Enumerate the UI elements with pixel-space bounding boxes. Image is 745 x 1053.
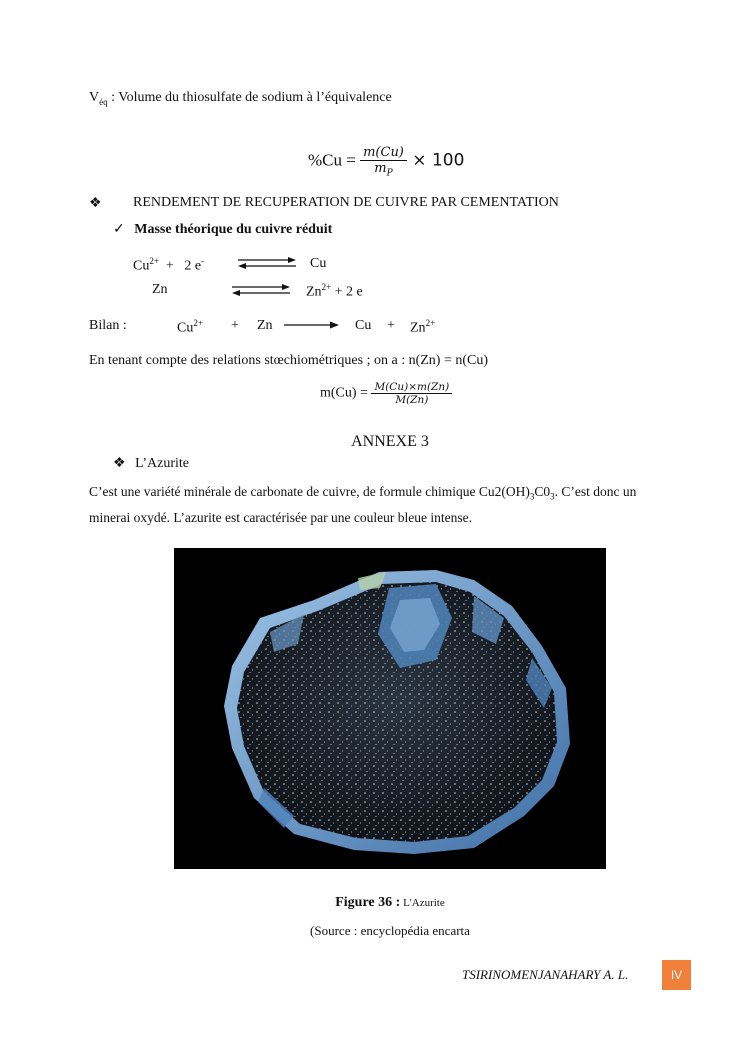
reaction1-cu-charge: 2+: [149, 256, 159, 266]
azurite-line1-sub2: 3: [550, 491, 555, 502]
azurite-photo: [174, 548, 606, 869]
reaction2-product: [306, 282, 363, 301]
azurite-line1-c: . C’est donc un: [554, 484, 637, 499]
azurite-line1-sub1: 3: [529, 491, 535, 502]
bilan-cu-symbol: Cu: [177, 320, 194, 336]
figure-source: (Source : encyclopédia encarta: [310, 923, 470, 938]
veq-definition: [89, 90, 392, 107]
bilan-cu-charge: 2+: [193, 318, 203, 328]
section1-title: RENDEMENT DE RECUPERATION DE CUIVRE PAR CEMENTATION: [133, 195, 559, 210]
formula1-den-sub: P: [386, 168, 393, 179]
azurite-paragraph-line1: [89, 484, 636, 502]
equilibrium-arrow-icon: [236, 256, 298, 270]
formula1-denominator: [360, 160, 407, 179]
azurite-mineral-image: [174, 548, 606, 869]
formula1-den-main: m: [374, 161, 387, 176]
azurite-line1-b: C0: [534, 484, 551, 499]
formula-m-cu: [320, 381, 452, 406]
bilan-label: Bilan :: [89, 318, 127, 333]
diamond-bullet-icon: ❖: [89, 196, 102, 211]
bilan-zn-ion-symbol: Zn: [410, 320, 426, 336]
reaction2-zn-ion: Zn: [306, 284, 322, 300]
subsection-masse: [113, 221, 332, 238]
diamond-bullet-icon: ❖: [113, 456, 126, 471]
formula2-denominator: M(Zn): [371, 393, 452, 406]
reaction1-electron-charge: -: [201, 256, 205, 266]
formula2-numerator: M(Cu)×m(Zn): [374, 381, 450, 393]
formula1-rhs: × 100: [406, 150, 465, 171]
formula1-lhs: %Cu =: [308, 150, 361, 170]
reaction1-product: Cu: [310, 256, 327, 271]
footer-author: TSIRINOMENJANAHARY A. L.: [462, 967, 629, 982]
checkmark-icon: ✓: [113, 222, 125, 237]
figure-caption-text: L'Azurite: [400, 897, 445, 909]
reaction-arrow-icon: [283, 320, 341, 330]
annexe-title: ANNEXE 3: [351, 433, 429, 450]
bilan-plus: +: [387, 318, 395, 333]
formula2-fraction: [371, 381, 452, 406]
reaction2-zn-charge: 2+: [321, 282, 332, 292]
azurite-line1-a: C’est une variété minérale de carbonate de cuivre, de formule chimique Cu2(OH): [89, 484, 530, 499]
azurite-paragraph-line2: minerai oxydé. L’azurite est caractérisée par une couleur bleue intense.: [89, 510, 472, 525]
formula1-fraction: [360, 145, 407, 179]
bilan-zn-ion: [410, 318, 435, 337]
bilan-cu-product: Cu: [355, 318, 372, 333]
reaction1-cu: Cu: [133, 258, 150, 274]
figure-label: Figure 36 :: [335, 895, 401, 910]
equilibrium-arrow-icon: [230, 283, 292, 297]
veq-subscript: éq: [99, 96, 108, 107]
bilan-plus: +: [231, 318, 239, 333]
formula-percent-cu: [308, 145, 464, 179]
reaction2-zn: Zn: [152, 282, 168, 297]
formula1-numerator: m(Cu): [363, 145, 404, 160]
veq-symbol: V: [89, 90, 100, 105]
bilan-zn: Zn: [257, 318, 273, 333]
bilan-cu: [177, 318, 203, 337]
veq-text: : Volume du thiosulfate de sodium à l’équivalence: [107, 90, 392, 105]
azurite-heading: [113, 455, 189, 472]
formula2-lhs: m(Cu) =: [320, 385, 372, 401]
figure-caption: [0, 895, 745, 911]
subsection1-title: Masse théorique du cuivre réduit: [134, 222, 333, 237]
reaction1-left: [133, 256, 204, 275]
stoichiometry-text: En tenant compte des relations stœchiométriques ; on a : n(Zn) = n(Cu): [89, 353, 489, 368]
reaction2-electrons: + 2 e: [331, 284, 363, 300]
page-number-badge: IV: [662, 960, 691, 990]
reaction1-electrons: + 2 e: [158, 258, 202, 274]
azurite-heading-text: L’Azurite: [135, 456, 189, 471]
section-rendement: [89, 195, 559, 212]
bilan-zn-ion-charge: 2+: [425, 318, 436, 328]
